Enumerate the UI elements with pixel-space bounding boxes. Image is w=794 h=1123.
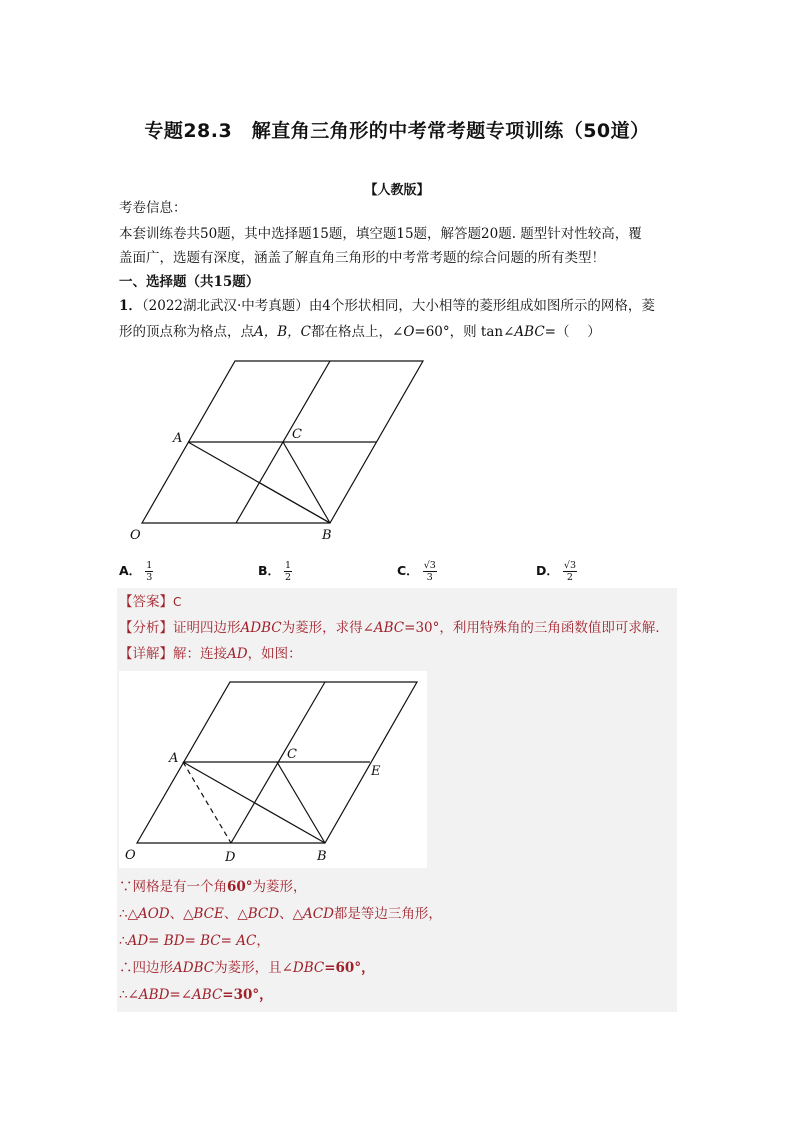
step-2: [119, 902, 679, 926]
detail-line: [119, 642, 679, 666]
step-4: [119, 956, 679, 980]
question-source: （2022湖北武汉·中考真题）: [141, 298, 309, 314]
question-line-1: [119, 294, 679, 318]
question-blank: =（ ）: [544, 324, 601, 340]
question-text-2e: =60°，则 tan∠: [414, 324, 515, 340]
step-2h: ACD: [302, 906, 334, 922]
question-text-1: 由4个形状相同，大小相等的菱形组成如图所示的网格，菱: [308, 298, 655, 314]
question-angle-abc: ABC: [514, 324, 545, 340]
analysis-tag: 【分析】: [119, 620, 173, 636]
label2-o: O: [125, 848, 136, 863]
answer-line: [119, 590, 679, 614]
segment-aux: [260, 483, 330, 523]
step-5e: =30°，: [222, 987, 273, 1003]
label2-a: A: [169, 751, 179, 766]
label-c: C: [292, 427, 302, 442]
step-3: [119, 929, 679, 953]
analysis-c: 为菱形，求得∠: [281, 620, 374, 636]
question-angle-o: O: [403, 324, 415, 340]
step-3a: ∴: [119, 933, 128, 949]
detail-b: AD: [227, 646, 248, 662]
analysis-b: ADBC: [240, 620, 282, 636]
step-2d: BCE: [193, 906, 224, 922]
info-text-line-1: 本套训练卷共50题，其中选择题15题，填空题15题，解答题20题. 题型针对性较高，覆: [119, 226, 642, 242]
option-b-den: 2: [285, 572, 292, 583]
label2-d: D: [225, 850, 236, 865]
step-3c: ，: [256, 933, 270, 949]
answer-tag: 【答案】: [119, 594, 173, 610]
analysis-a: 证明四边形: [173, 620, 241, 636]
step-2g: 、△: [279, 906, 303, 922]
info-text-line-2: 盖面广，选题有深度，涵盖了解直角三角形的中考常考题的综合问题的所有类型！: [119, 250, 605, 266]
step-4b: ADBC: [173, 960, 215, 976]
label2-b: B: [317, 849, 327, 864]
step-2c: 、△: [169, 906, 194, 922]
option-a-fraction: [145, 560, 153, 583]
question-text-2c: 都在格点上，∠: [311, 324, 404, 340]
option-b-letter: B．: [258, 563, 281, 578]
section-heading: 一、选择题（共15题）: [119, 274, 260, 290]
analysis-d: ABC: [373, 620, 405, 636]
step-5b: ABD: [138, 987, 170, 1003]
question-line-2: [119, 320, 679, 344]
segment2-ad-dashed: [183, 762, 231, 843]
option-b[interactable]: [258, 560, 292, 583]
figure-2-rhombus-grid: [119, 671, 427, 868]
figure-1-rhombus-grid: [110, 350, 440, 550]
option-c[interactable]: [397, 560, 437, 583]
option-d-fraction: [563, 560, 577, 583]
segment2-cb: [277, 762, 325, 843]
answer-value: C: [173, 595, 182, 609]
step-2a: ∴△: [119, 906, 138, 922]
question-text-2a: 形的顶点称为格点，点: [119, 324, 254, 340]
option-d-letter: D．: [536, 563, 559, 578]
step-4c: 为菱形，且∠: [214, 960, 293, 976]
step-1a: ∵网格是有一个角: [119, 879, 227, 895]
option-b-fraction: [284, 560, 292, 583]
question-points: A，B，C: [254, 324, 311, 340]
option-a-den: 3: [146, 572, 153, 583]
option-c-fraction: [423, 560, 437, 583]
option-a-num: 1: [146, 560, 153, 571]
step-4e: =60°，: [324, 960, 375, 976]
step-5d: ABC: [192, 987, 223, 1003]
detail-a: 解：连接: [173, 646, 227, 662]
option-a-letter: A．: [119, 563, 142, 578]
step-2f: BCD: [247, 906, 280, 922]
step-1: [119, 875, 679, 899]
step-4a: ∴四边形: [119, 960, 173, 976]
option-c-den: 3: [426, 572, 433, 583]
option-d[interactable]: [536, 560, 577, 583]
step-5a: ∴∠: [119, 987, 139, 1003]
step-3b: AD= BD= BC= AC: [127, 933, 257, 949]
option-b-num: 1: [285, 560, 292, 571]
label2-c: C: [287, 747, 297, 762]
option-d-num: √3: [563, 560, 576, 571]
step-4d: DBC: [292, 960, 325, 976]
detail-c: ，如图：: [247, 646, 302, 662]
step-2b: AOD: [137, 906, 170, 922]
step-2i: 都是等边三角形，: [333, 906, 442, 922]
option-c-num: √3: [423, 560, 436, 571]
option-c-letter: C．: [397, 563, 419, 578]
analysis-line: [119, 616, 679, 640]
step-1b: 60°: [227, 879, 253, 895]
step-1c: 为菱形，: [252, 879, 307, 895]
label2-e: E: [371, 764, 381, 779]
step-5c: =∠: [169, 987, 193, 1003]
edition-label: 【人教版】: [364, 183, 430, 198]
step-2e: 、△: [223, 906, 248, 922]
label-a: A: [173, 431, 183, 446]
segment2-ab: [183, 762, 325, 843]
question-number: 1．: [119, 298, 142, 314]
option-a[interactable]: [119, 560, 153, 583]
label-b: B: [322, 528, 332, 543]
segment-cb: [283, 442, 330, 523]
step-5: [119, 983, 679, 1007]
label-o: O: [130, 528, 141, 543]
info-label: 考卷信息：: [119, 200, 187, 216]
option-d-den: 2: [566, 572, 573, 583]
page-title: 专题28.3 解直角三角形的中考常考题专项训练（50道）: [144, 120, 650, 142]
detail-tag: 【详解】: [119, 646, 173, 662]
analysis-e: =30°，利用特殊角的三角函数值即可求解．: [404, 620, 669, 636]
